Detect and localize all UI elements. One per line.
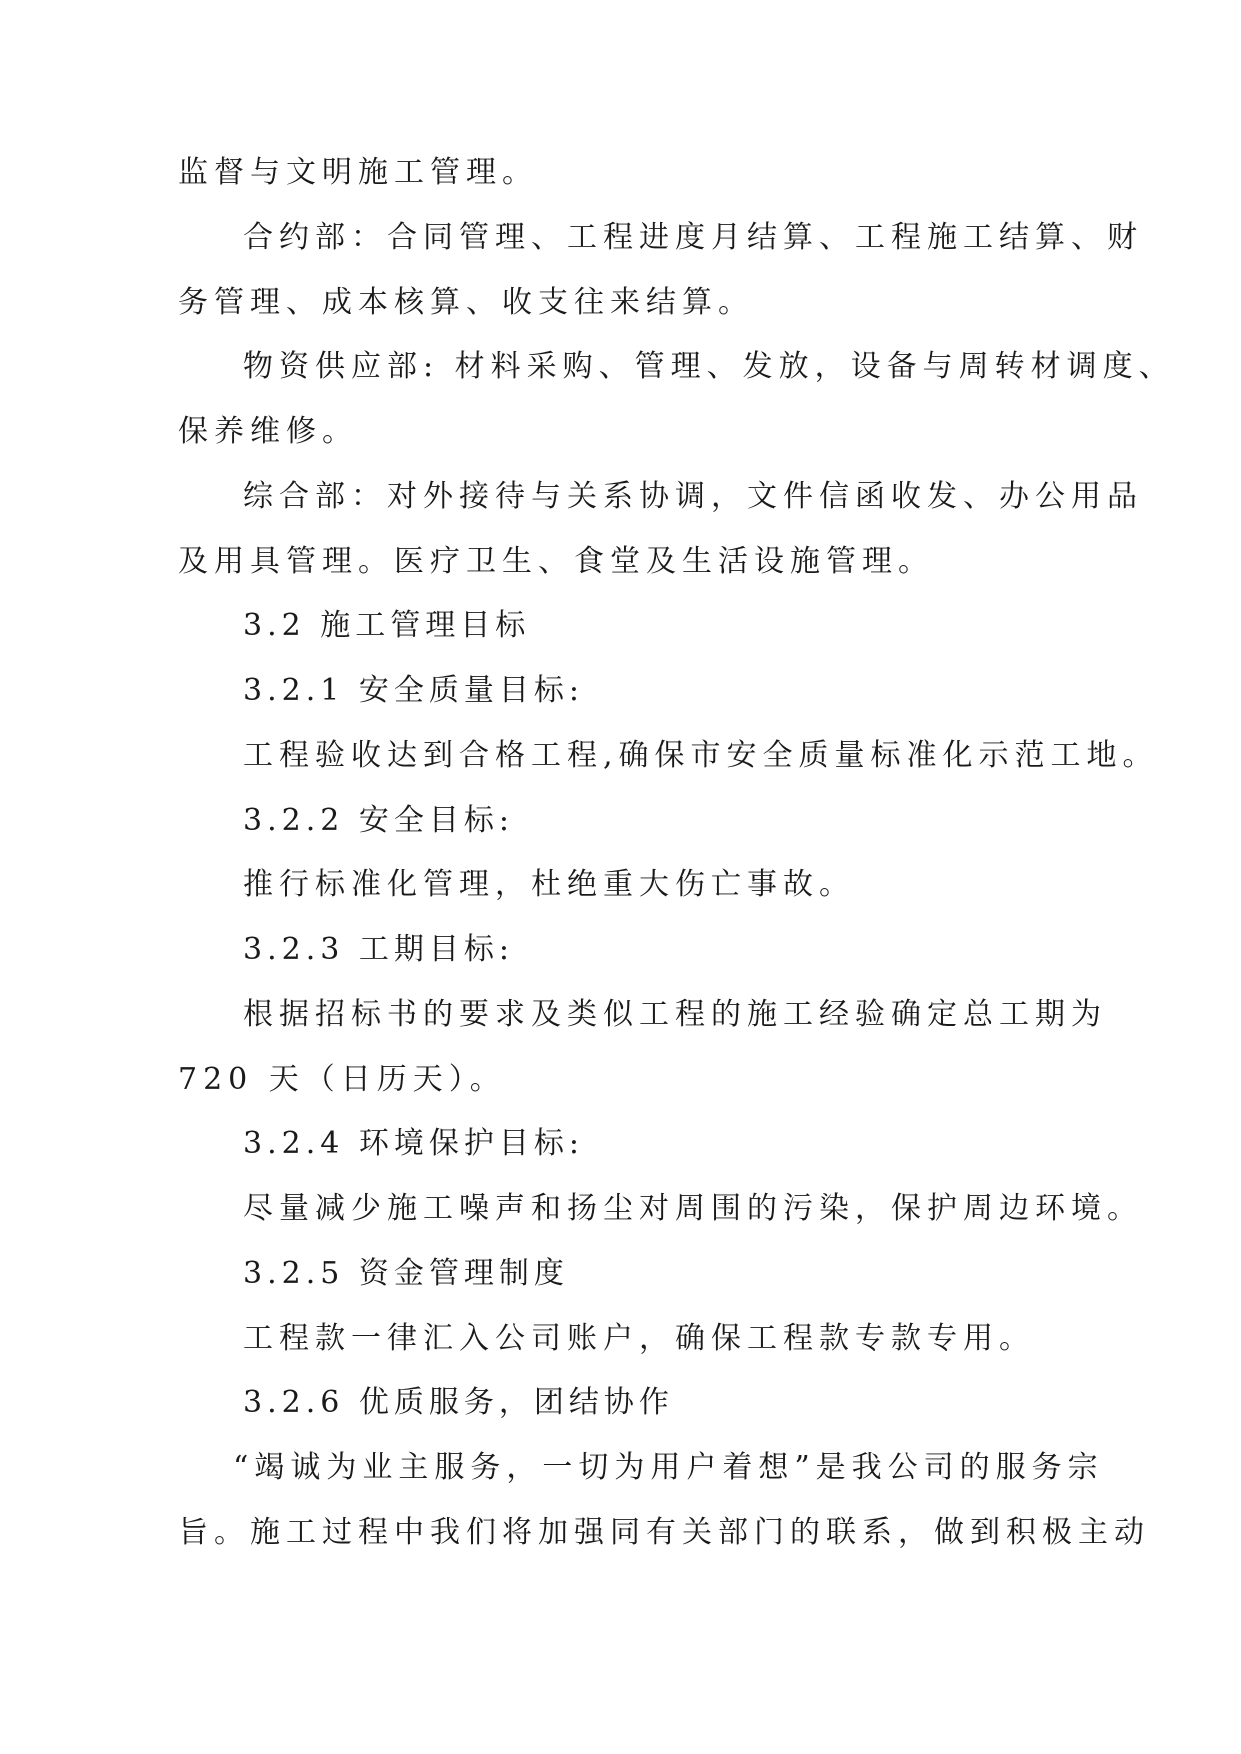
paragraph-line: 务管理、成本核算、收支往来结算。 — [178, 285, 754, 320]
paragraph-line: 合约部：合同管理、工程进度月结算、工程施工结算、财 — [243, 220, 1143, 255]
subsection-heading: 3.2.3 工期目标: — [243, 932, 514, 967]
paragraph-line: 工程款一律汇入公司账户，确保工程款专款专用。 — [243, 1321, 1035, 1356]
section-heading: 3.2 施工管理目标 — [243, 608, 531, 643]
paragraph-line: 监督与文明施工管理。 — [178, 155, 538, 190]
subsection-heading: 3.2.1 安全质量目标: — [243, 673, 584, 708]
subsection-heading: 3.2.5 资金管理制度 — [243, 1256, 569, 1291]
paragraph-line: 尽量减少施工噪声和扬尘对周围的污染，保护周边环境。 — [243, 1191, 1143, 1226]
paragraph-line: 720 天（日历天）。 — [178, 1062, 506, 1097]
subsection-heading: 3.2.6 优质服务，团结协作 — [243, 1385, 674, 1420]
subsection-heading: 3.2.4 环境保护目标: — [243, 1126, 584, 1161]
paragraph-line: 及用具管理。医疗卫生、食堂及生活设施管理。 — [178, 544, 934, 579]
paragraph-line: 工程验收达到合格工程,确保市安全质量标准化示范工地。 — [243, 738, 1159, 773]
subsection-heading: 3.2.2 安全目标: — [243, 803, 514, 838]
paragraph-line: 根据招标书的要求及类似工程的施工经验确定总工期为 — [243, 997, 1107, 1032]
paragraph-line: “竭诚为业主服务，一切为用户着想”是我公司的服务宗 — [233, 1450, 1104, 1485]
paragraph-line: 旨。施工过程中我们将加强同有关部门的联系，做到积极主动 — [178, 1515, 1150, 1550]
paragraph-line: 综合部：对外接待与关系协调，文件信函收发、办公用品 — [243, 479, 1143, 514]
paragraph-line: 物资供应部: 材料采购、管理、发放，设备与周转材调度、 — [243, 349, 1175, 384]
paragraph-line: 保养维修。 — [178, 414, 358, 449]
paragraph-line: 推行标准化管理，杜绝重大伤亡事故。 — [243, 867, 855, 902]
